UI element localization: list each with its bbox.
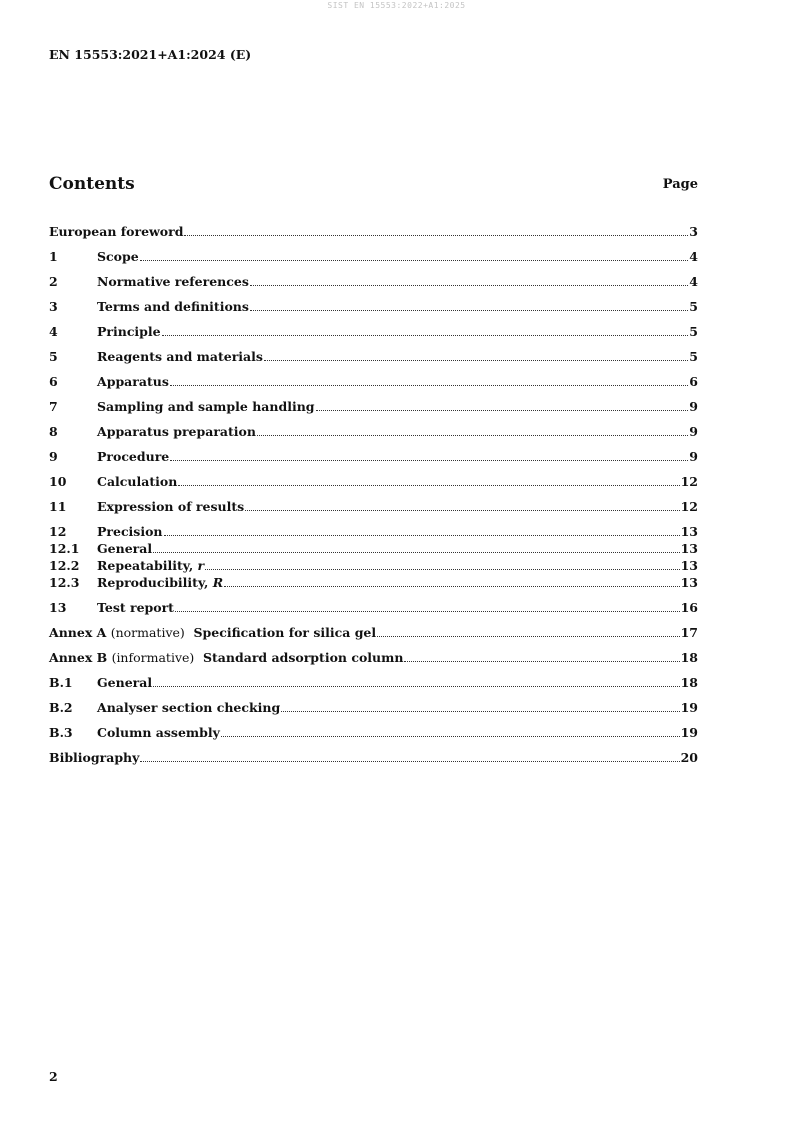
toc-entry-principle[interactable] — [49, 324, 698, 340]
dot-leader — [140, 250, 689, 261]
dot-leader — [377, 626, 679, 637]
toc-number: 12.3 — [49, 575, 80, 590]
toc-page: 12 — [680, 474, 698, 489]
annex-type: (normative) — [110, 625, 185, 640]
toc-entry-european-foreword[interactable] — [49, 224, 698, 240]
dot-leader — [164, 525, 680, 536]
toc-title: General — [97, 541, 153, 556]
toc-page: 13 — [680, 575, 698, 590]
toc-page: 16 — [680, 600, 698, 615]
dot-leader — [170, 375, 688, 386]
toc-page: 9 — [689, 399, 698, 414]
toc-entry-b1-general[interactable] — [49, 675, 698, 691]
toc-number: 8 — [49, 424, 58, 439]
dot-leader — [316, 400, 689, 411]
toc-title: Column assembly — [97, 725, 220, 740]
toc-number: 10 — [49, 474, 67, 489]
toc-entry-test-report[interactable] — [49, 600, 698, 616]
toc-entry-reagents-and-materials[interactable] — [49, 349, 698, 365]
dot-leader — [281, 701, 679, 712]
toc-title: Scope — [97, 249, 139, 264]
toc-title: Bibliography — [49, 750, 140, 765]
document-id: EN 15553:2021+A1:2024 (E) — [49, 47, 252, 62]
toc-number: 3 — [49, 299, 58, 314]
toc-page: 18 — [680, 650, 698, 665]
toc-number: 12 — [49, 524, 67, 539]
annex-title: Specification for silica gel — [193, 625, 377, 640]
toc-title-text: Reproducibility, — [97, 575, 213, 590]
watermark: SIST EN 15553:2022+A1:2025 — [327, 1, 466, 10]
toc-title: Procedure — [97, 449, 170, 464]
contents-heading: Contents — [49, 174, 135, 194]
dot-leader — [224, 576, 679, 587]
toc-entry-apparatus[interactable] — [49, 374, 698, 390]
toc-page: 13 — [680, 558, 698, 573]
toc-title — [49, 625, 376, 641]
toc-title — [49, 650, 403, 666]
toc-title: Apparatus — [97, 374, 169, 389]
dot-leader — [153, 542, 679, 553]
toc-title: Precision — [97, 524, 163, 539]
toc-entry-precision[interactable] — [49, 524, 698, 540]
toc-number: 6 — [49, 374, 58, 389]
dot-leader — [250, 300, 688, 311]
toc-number: B.2 — [49, 700, 73, 715]
dot-leader — [184, 225, 688, 236]
toc-page: 20 — [680, 750, 698, 765]
toc-title — [97, 575, 223, 591]
dot-leader — [250, 275, 688, 286]
toc-title-symbol: r — [197, 558, 205, 573]
toc-page: 17 — [680, 625, 698, 640]
toc-entry-expression-of-results[interactable] — [49, 499, 698, 515]
toc-number: 5 — [49, 349, 58, 364]
toc-page: 5 — [689, 324, 698, 339]
dot-leader — [221, 726, 680, 737]
toc-entry-annex-a[interactable] — [49, 625, 698, 641]
toc-title: European foreword — [49, 224, 184, 239]
toc-entry-b3-column-assembly[interactable] — [49, 725, 698, 741]
toc-page: 13 — [680, 541, 698, 556]
toc-title: Test report — [97, 600, 174, 615]
toc-page: 12 — [680, 499, 698, 514]
toc-number: 4 — [49, 324, 58, 339]
toc-number: 13 — [49, 600, 67, 615]
toc-entry-reproducibility[interactable] — [49, 575, 698, 591]
toc-title: Expression of results — [97, 499, 245, 514]
toc-number: B.1 — [49, 675, 73, 690]
annex-type: (informative) — [111, 650, 195, 665]
dot-leader — [404, 651, 679, 662]
toc-title-text: Repeatability, — [97, 558, 198, 573]
toc-title: Normative references — [97, 274, 249, 289]
toc-title: General — [97, 675, 153, 690]
toc-page: 19 — [680, 725, 698, 740]
toc-entry-normative-references[interactable] — [49, 274, 698, 290]
dot-leader — [175, 601, 680, 612]
dot-leader — [170, 450, 688, 461]
toc-number: 9 — [49, 449, 58, 464]
dot-leader — [205, 559, 679, 570]
toc-entry-annex-b[interactable] — [49, 650, 698, 666]
toc-title: Analyser section checking — [97, 700, 281, 715]
toc-number: 12.2 — [49, 558, 80, 573]
toc-entry-sampling[interactable] — [49, 399, 698, 415]
toc-page: 13 — [680, 524, 698, 539]
toc-entry-terms-and-definitions[interactable] — [49, 299, 698, 315]
toc-title: Calculation — [97, 474, 178, 489]
toc-entry-scope[interactable] — [49, 249, 698, 265]
footer-page-number: 2 — [49, 1069, 58, 1084]
toc-entry-procedure[interactable] — [49, 449, 698, 465]
annex-label: Annex A — [49, 625, 107, 640]
annex-label: Annex B — [49, 650, 108, 665]
dot-leader — [245, 500, 679, 511]
toc-entry-repeatability[interactable] — [49, 558, 698, 574]
toc-page: 5 — [689, 349, 698, 364]
toc-entry-bibliography[interactable] — [49, 750, 698, 766]
table-of-contents — [49, 224, 698, 766]
toc-page: 18 — [680, 675, 698, 690]
toc-title: Apparatus preparation — [97, 424, 256, 439]
toc-title-symbol: R — [212, 575, 224, 590]
toc-entry-precision-general[interactable] — [49, 541, 698, 557]
dot-leader — [178, 475, 679, 486]
toc-entry-apparatus-preparation[interactable] — [49, 424, 698, 440]
toc-entry-calculation[interactable] — [49, 474, 698, 490]
toc-title — [97, 558, 204, 574]
toc-page: 19 — [680, 700, 698, 715]
toc-page: 3 — [689, 224, 698, 239]
toc-title: Principle — [97, 324, 161, 339]
toc-page: 9 — [689, 424, 698, 439]
dot-leader — [140, 751, 679, 762]
toc-number: 7 — [49, 399, 58, 414]
dot-leader — [264, 350, 688, 361]
dot-leader — [257, 425, 688, 436]
toc-page: 5 — [689, 299, 698, 314]
toc-title: Terms and definitions — [97, 299, 249, 314]
toc-page: 6 — [689, 374, 698, 389]
annex-title: Standard adsorption column — [203, 650, 404, 665]
toc-page: 4 — [689, 249, 698, 264]
toc-title: Reagents and materials — [97, 349, 263, 364]
toc-number: 12.1 — [49, 541, 80, 556]
toc-page: 9 — [689, 449, 698, 464]
dot-leader — [162, 325, 689, 336]
toc-entry-b2-analyser[interactable] — [49, 700, 698, 716]
toc-page: 4 — [689, 274, 698, 289]
toc-title: Sampling and sample handling — [97, 399, 315, 414]
toc-number: 1 — [49, 249, 58, 264]
toc-number: 2 — [49, 274, 58, 289]
page-column-heading: Page — [662, 177, 698, 192]
dot-leader — [153, 676, 679, 687]
toc-number: 11 — [49, 499, 67, 514]
toc-number: B.3 — [49, 725, 73, 740]
